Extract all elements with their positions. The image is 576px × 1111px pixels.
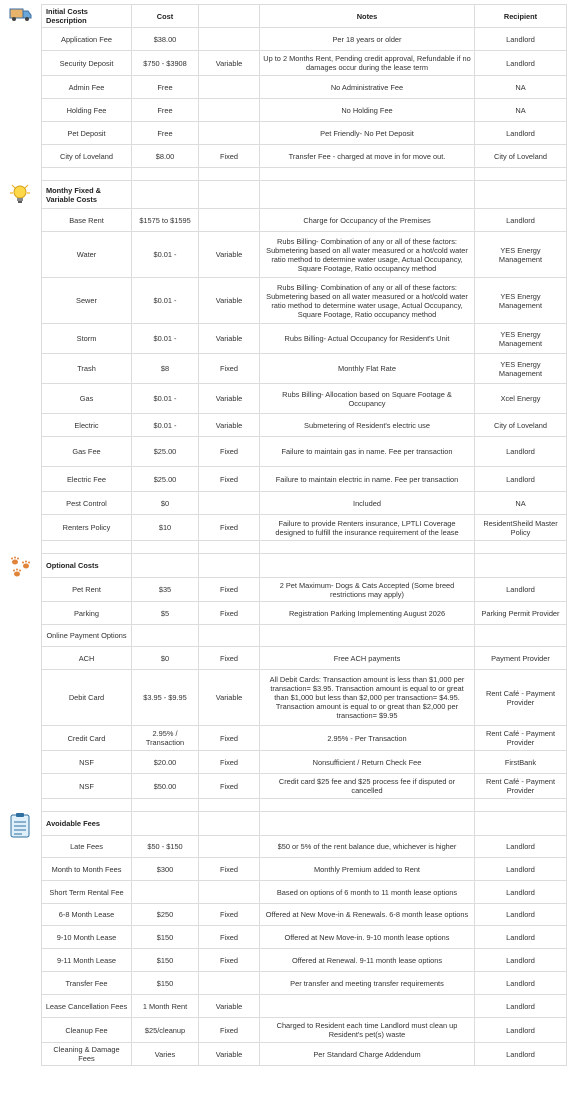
description-cell bbox=[42, 168, 132, 181]
type-cell: Fixed bbox=[199, 774, 260, 799]
recipient-cell: Landlord bbox=[475, 858, 567, 881]
table-row bbox=[42, 578, 567, 602]
table-row bbox=[42, 881, 567, 904]
table-row bbox=[42, 751, 567, 774]
cost-cell: $8 bbox=[132, 354, 199, 384]
recipient-cell: Rent Café - Payment Provider bbox=[475, 670, 567, 726]
description-cell: Gas Fee bbox=[42, 437, 132, 467]
notes-cell bbox=[260, 541, 475, 554]
type-cell bbox=[199, 799, 260, 812]
table-row bbox=[42, 1043, 567, 1066]
type-cell bbox=[199, 122, 260, 145]
cost-cell: $8.00 bbox=[132, 145, 199, 168]
description-cell: NSF bbox=[42, 751, 132, 774]
table-row bbox=[42, 354, 567, 384]
type-cell: Variable bbox=[199, 384, 260, 414]
table-row bbox=[42, 1018, 567, 1043]
notes-cell bbox=[260, 554, 475, 578]
notes-cell: Rubs Billing- Allocation based on Square Footage & Occupancy bbox=[260, 384, 475, 414]
type-cell: Fixed bbox=[199, 726, 260, 751]
type-cell bbox=[199, 99, 260, 122]
notes-cell: Credit card $25 fee and $25 process fee if disputed or cancelled bbox=[260, 774, 475, 799]
description-cell: 9-10 Month Lease bbox=[42, 926, 132, 949]
light-bulb-icon bbox=[9, 182, 31, 211]
recipient-cell: Parking Permit Provider bbox=[475, 602, 567, 625]
table-row bbox=[42, 515, 567, 541]
type-cell: Fixed bbox=[199, 904, 260, 926]
notes-cell: 2 Pet Maximum- Dogs & Cats Accepted (Some breed restrictions may apply) bbox=[260, 578, 475, 602]
cost-cell bbox=[132, 812, 199, 836]
notes-cell bbox=[260, 181, 475, 209]
description-cell: Initial Costs Description bbox=[42, 5, 132, 28]
type-cell: Fixed bbox=[199, 437, 260, 467]
description-cell: Security Deposit bbox=[42, 51, 132, 76]
spacer-row bbox=[42, 168, 567, 181]
cost-cell: $150 bbox=[132, 949, 199, 972]
notes-cell: No Administrative Fee bbox=[260, 76, 475, 99]
cost-cell: $0 bbox=[132, 647, 199, 670]
type-cell: Fixed bbox=[199, 949, 260, 972]
notes-cell: Failure to maintain electric in name. Fee per transaction bbox=[260, 467, 475, 492]
table-row bbox=[42, 437, 567, 467]
cost-cell bbox=[132, 554, 199, 578]
recipient-cell: YES Energy Management bbox=[475, 278, 567, 324]
type-cell bbox=[199, 836, 260, 858]
description-cell: Pet Deposit bbox=[42, 122, 132, 145]
description-cell: Pest Control bbox=[42, 492, 132, 515]
section-header-row bbox=[42, 181, 567, 209]
type-cell bbox=[199, 972, 260, 995]
notes-cell: $50 or 5% of the rent balance due, whichever is higher bbox=[260, 836, 475, 858]
table-row bbox=[42, 670, 567, 726]
type-cell: Fixed bbox=[199, 467, 260, 492]
clipboard-icon bbox=[9, 812, 31, 843]
cost-cell: $1575 to $1595 bbox=[132, 209, 199, 232]
cost-cell: $750 - $3908 bbox=[132, 51, 199, 76]
type-cell: Variable bbox=[199, 1043, 260, 1066]
notes-cell: No Holding Fee bbox=[260, 99, 475, 122]
cost-cell: Varies bbox=[132, 1043, 199, 1066]
type-cell: Fixed bbox=[199, 751, 260, 774]
table-row bbox=[42, 949, 567, 972]
description-cell: ACH bbox=[42, 647, 132, 670]
type-cell: Fixed bbox=[199, 858, 260, 881]
cost-cell: $150 bbox=[132, 972, 199, 995]
recipient-cell: YES Energy Management bbox=[475, 354, 567, 384]
type-cell: Variable bbox=[199, 324, 260, 354]
recipient-cell: Landlord bbox=[475, 122, 567, 145]
description-cell bbox=[42, 541, 132, 554]
notes-cell: Offered at New Move-in & Renewals. 6-8 month lease options bbox=[260, 904, 475, 926]
description-cell: Storm bbox=[42, 324, 132, 354]
recipient-cell: Landlord bbox=[475, 578, 567, 602]
recipient-cell: Xcel Energy bbox=[475, 384, 567, 414]
cost-cell: Free bbox=[132, 76, 199, 99]
description-cell: Holding Fee bbox=[42, 99, 132, 122]
notes-cell: Monthly Premium added to Rent bbox=[260, 858, 475, 881]
description-cell: Debit Card bbox=[42, 670, 132, 726]
notes-cell: 2.95% - Per Transaction bbox=[260, 726, 475, 751]
table-row bbox=[42, 995, 567, 1018]
fee-table bbox=[41, 4, 567, 1066]
notes-cell: Monthly Flat Rate bbox=[260, 354, 475, 384]
description-cell: Transfer Fee bbox=[42, 972, 132, 995]
moving-truck-icon bbox=[9, 6, 33, 27]
recipient-cell bbox=[475, 181, 567, 209]
table-row bbox=[42, 414, 567, 437]
table-row bbox=[42, 232, 567, 278]
description-cell: Cleaning & Damage Fees bbox=[42, 1043, 132, 1066]
description-cell: Trash bbox=[42, 354, 132, 384]
notes-cell: Charge for Occupancy of the Premises bbox=[260, 209, 475, 232]
type-cell bbox=[199, 181, 260, 209]
description-cell: City of Loveland bbox=[42, 145, 132, 168]
type-cell: Fixed bbox=[199, 578, 260, 602]
table-row bbox=[42, 972, 567, 995]
recipient-cell: Landlord bbox=[475, 995, 567, 1018]
description-cell: Base Rent bbox=[42, 209, 132, 232]
table-row bbox=[42, 774, 567, 799]
recipient-cell bbox=[475, 812, 567, 836]
table-row bbox=[42, 647, 567, 670]
table-row bbox=[42, 76, 567, 99]
recipient-cell: FirstBank bbox=[475, 751, 567, 774]
type-cell: Variable bbox=[199, 670, 260, 726]
recipient-cell: Landlord bbox=[475, 949, 567, 972]
notes-cell: Offered at Renewal. 9-11 month lease options bbox=[260, 949, 475, 972]
recipient-cell: Landlord bbox=[475, 926, 567, 949]
recipient-cell: NA bbox=[475, 492, 567, 515]
description-cell: Short Term Rental Fee bbox=[42, 881, 132, 904]
table-row bbox=[42, 51, 567, 76]
table-row bbox=[42, 209, 567, 232]
cost-cell: 1 Month Rent bbox=[132, 995, 199, 1018]
description-cell: Optional Costs bbox=[42, 554, 132, 578]
section-header-row bbox=[42, 5, 567, 28]
description-cell: Credit Card bbox=[42, 726, 132, 751]
recipient-cell: Rent Café - Payment Provider bbox=[475, 726, 567, 751]
table-row bbox=[42, 145, 567, 168]
description-cell: Electric Fee bbox=[42, 467, 132, 492]
notes-cell: Failure to maintain gas in name. Fee per transaction bbox=[260, 437, 475, 467]
recipient-cell: Landlord bbox=[475, 904, 567, 926]
notes-cell: All Debit Cards: Transaction amount is less than $1,000 per transaction= $3.95. Transaction amount is equal to or great than $1,000 but less than $2,000 per transaction= $4.95. Transaction amount is equal to or great than $2,000 per transaction= $9.95 bbox=[260, 670, 475, 726]
recipient-cell bbox=[475, 541, 567, 554]
type-cell: Variable bbox=[199, 414, 260, 437]
cost-cell bbox=[132, 799, 199, 812]
recipient-cell bbox=[475, 625, 567, 647]
type-cell: Fixed bbox=[199, 647, 260, 670]
table-row bbox=[42, 324, 567, 354]
description-cell: Gas bbox=[42, 384, 132, 414]
cost-cell: $10 bbox=[132, 515, 199, 541]
spacer-row bbox=[42, 799, 567, 812]
type-cell: Fixed bbox=[199, 1018, 260, 1043]
cost-cell: $0.01 - bbox=[132, 232, 199, 278]
notes-cell: Rubs Billing- Actual Occupancy for Resident's Unit bbox=[260, 324, 475, 354]
type-cell: Fixed bbox=[199, 602, 260, 625]
cost-cell: Free bbox=[132, 99, 199, 122]
notes-cell: Submetering of Resident's electric use bbox=[260, 414, 475, 437]
cost-cell: $0.01 - bbox=[132, 278, 199, 324]
table-row bbox=[42, 28, 567, 51]
type-cell: Variable bbox=[199, 51, 260, 76]
table-row bbox=[42, 467, 567, 492]
type-cell bbox=[199, 625, 260, 647]
description-cell: Monthy Fixed & Variable Costs bbox=[42, 181, 132, 209]
recipient-cell: YES Energy Management bbox=[475, 232, 567, 278]
recipient-cell: Landlord bbox=[475, 1018, 567, 1043]
recipient-cell: Rent Café - Payment Provider bbox=[475, 774, 567, 799]
type-cell bbox=[199, 881, 260, 904]
cost-cell bbox=[132, 625, 199, 647]
recipient-cell: Landlord bbox=[475, 836, 567, 858]
table-row bbox=[42, 602, 567, 625]
notes-cell bbox=[260, 799, 475, 812]
notes-cell: Free ACH payments bbox=[260, 647, 475, 670]
recipient-cell: Recipient bbox=[475, 5, 567, 28]
type-cell: Variable bbox=[199, 995, 260, 1018]
description-cell: Lease Cancellation Fees bbox=[42, 995, 132, 1018]
description-cell: Parking bbox=[42, 602, 132, 625]
recipient-cell: Landlord bbox=[475, 467, 567, 492]
cost-cell: $300 bbox=[132, 858, 199, 881]
type-cell: Fixed bbox=[199, 515, 260, 541]
description-cell: Month to Month Fees bbox=[42, 858, 132, 881]
type-cell: Fixed bbox=[199, 926, 260, 949]
table-row bbox=[42, 278, 567, 324]
cost-cell: $25/cleanup bbox=[132, 1018, 199, 1043]
notes-cell: Notes bbox=[260, 5, 475, 28]
type-cell bbox=[199, 76, 260, 99]
description-cell bbox=[42, 799, 132, 812]
cost-cell: Free bbox=[132, 122, 199, 145]
cost-cell: $5 bbox=[132, 602, 199, 625]
recipient-cell: Landlord bbox=[475, 437, 567, 467]
cost-cell bbox=[132, 181, 199, 209]
table-row bbox=[42, 625, 567, 647]
type-cell: Variable bbox=[199, 278, 260, 324]
notes-cell: Per transfer and meeting transfer requirements bbox=[260, 972, 475, 995]
notes-cell: Failure to provide Renters insurance, LPTLI Coverage designed to fulfill the insurance requirement of the lease bbox=[260, 515, 475, 541]
cost-cell bbox=[132, 168, 199, 181]
notes-cell: Rubs Billing- Combination of any or all of these factors: Submetering based on all water measured or a hot/cold water ratio method to determine water usage, Actual Occupancy, Square Footage, Ratio occupancy method bbox=[260, 232, 475, 278]
description-cell: Electric bbox=[42, 414, 132, 437]
cost-cell bbox=[132, 881, 199, 904]
type-cell: Fixed bbox=[199, 354, 260, 384]
cost-cell: $50.00 bbox=[132, 774, 199, 799]
recipient-cell: NA bbox=[475, 99, 567, 122]
recipient-cell: Landlord bbox=[475, 881, 567, 904]
recipient-cell bbox=[475, 554, 567, 578]
recipient-cell: City of Loveland bbox=[475, 145, 567, 168]
recipient-cell: Landlord bbox=[475, 51, 567, 76]
recipient-cell: Landlord bbox=[475, 972, 567, 995]
recipient-cell: Landlord bbox=[475, 1043, 567, 1066]
notes-cell bbox=[260, 625, 475, 647]
cost-cell: $25.00 bbox=[132, 437, 199, 467]
notes-cell: Charged to Resident each time Landlord must clean up Resident's pet(s) waste bbox=[260, 1018, 475, 1043]
description-cell: 6-8 Month Lease bbox=[42, 904, 132, 926]
description-cell: Avoidable Fees bbox=[42, 812, 132, 836]
notes-cell: Nonsufficient / Return Check Fee bbox=[260, 751, 475, 774]
table-row bbox=[42, 858, 567, 881]
recipient-cell: Landlord bbox=[475, 209, 567, 232]
cost-cell: $50 - $150 bbox=[132, 836, 199, 858]
description-cell: Pet Rent bbox=[42, 578, 132, 602]
table-row bbox=[42, 836, 567, 858]
spacer-row bbox=[42, 541, 567, 554]
table-row bbox=[42, 384, 567, 414]
description-cell: Cleanup Fee bbox=[42, 1018, 132, 1043]
description-cell: Renters Policy bbox=[42, 515, 132, 541]
cost-cell bbox=[132, 541, 199, 554]
notes-cell: Per Standard Charge Addendum bbox=[260, 1043, 475, 1066]
description-cell: 9-11 Month Lease bbox=[42, 949, 132, 972]
recipient-cell: Landlord bbox=[475, 28, 567, 51]
table-row bbox=[42, 492, 567, 515]
notes-cell: Pet Friendly- No Pet Deposit bbox=[260, 122, 475, 145]
description-cell: Late Fees bbox=[42, 836, 132, 858]
type-cell bbox=[199, 28, 260, 51]
fee-table-body bbox=[42, 5, 567, 1066]
table-row bbox=[42, 926, 567, 949]
type-cell bbox=[199, 5, 260, 28]
description-cell: Admin Fee bbox=[42, 76, 132, 99]
notes-cell: Offered at New Move-in. 9-10 month lease options bbox=[260, 926, 475, 949]
cost-cell: $0.01 - bbox=[132, 384, 199, 414]
type-cell bbox=[199, 492, 260, 515]
section-header-row bbox=[42, 554, 567, 578]
notes-cell bbox=[260, 168, 475, 181]
description-cell: NSF bbox=[42, 774, 132, 799]
cost-cell: $0 bbox=[132, 492, 199, 515]
type-cell: Variable bbox=[199, 232, 260, 278]
table-row bbox=[42, 904, 567, 926]
cost-cell: $250 bbox=[132, 904, 199, 926]
notes-cell bbox=[260, 995, 475, 1018]
cost-cell: Cost bbox=[132, 5, 199, 28]
cost-cell: $35 bbox=[132, 578, 199, 602]
notes-cell: Per 18 years or older bbox=[260, 28, 475, 51]
cost-cell: $38.00 bbox=[132, 28, 199, 51]
recipient-cell: NA bbox=[475, 76, 567, 99]
notes-cell: Included bbox=[260, 492, 475, 515]
type-cell bbox=[199, 554, 260, 578]
type-cell bbox=[199, 209, 260, 232]
cost-cell: $25.00 bbox=[132, 467, 199, 492]
cost-cell: $0.01 - bbox=[132, 324, 199, 354]
recipient-cell: Payment Provider bbox=[475, 647, 567, 670]
description-cell: Water bbox=[42, 232, 132, 278]
notes-cell: Registration Parking Implementing August 2026 bbox=[260, 602, 475, 625]
type-cell: Fixed bbox=[199, 145, 260, 168]
type-cell bbox=[199, 541, 260, 554]
table-row bbox=[42, 99, 567, 122]
table-row bbox=[42, 122, 567, 145]
table-row bbox=[42, 726, 567, 751]
cost-cell: 2.95% / Transaction bbox=[132, 726, 199, 751]
cost-cell: $0.01 - bbox=[132, 414, 199, 437]
cost-cell: $3.95 - $9.95 bbox=[132, 670, 199, 726]
recipient-cell: ResidentSheild Master Policy bbox=[475, 515, 567, 541]
recipient-cell: City of Loveland bbox=[475, 414, 567, 437]
notes-cell: Based on options of 6 month to 11 month lease options bbox=[260, 881, 475, 904]
notes-cell: Up to 2 Months Rent, Pending credit approval, Refundable if no damages occur during the lease term bbox=[260, 51, 475, 76]
description-cell: Application Fee bbox=[42, 28, 132, 51]
type-cell bbox=[199, 168, 260, 181]
recipient-cell bbox=[475, 799, 567, 812]
section-header-row bbox=[42, 812, 567, 836]
notes-cell: Transfer Fee - charged at move in for move out. bbox=[260, 145, 475, 168]
cost-cell: $150 bbox=[132, 926, 199, 949]
notes-cell: Rubs Billing- Combination of any or all of these factors: Submetering based on all water measured or a hot/cold water ratio method to determine water usage, Actual Occupancy, Square Footage, Ratio occupancy method bbox=[260, 278, 475, 324]
recipient-cell bbox=[475, 168, 567, 181]
type-cell bbox=[199, 812, 260, 836]
paw-prints-icon bbox=[9, 556, 33, 583]
recipient-cell: YES Energy Management bbox=[475, 324, 567, 354]
description-cell: Online Payment Options bbox=[42, 625, 132, 647]
cost-cell: $20.00 bbox=[132, 751, 199, 774]
description-cell: Sewer bbox=[42, 278, 132, 324]
notes-cell bbox=[260, 812, 475, 836]
